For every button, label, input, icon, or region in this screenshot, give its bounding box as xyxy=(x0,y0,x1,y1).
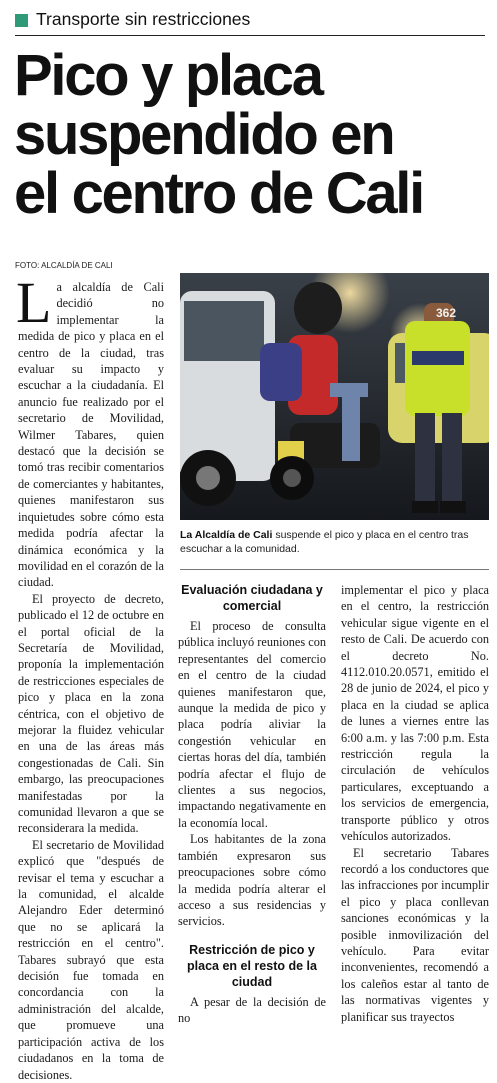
caption-rule xyxy=(180,569,489,570)
paragraph: El proyecto de decreto, publicado el 12 de octubre en el portal oficial de la Secretaría de Movilidad, proponía la implementación de restricciones especiales de pico y placa en la zona céntrica, con el objetivo de mejorar la fluidez vehicular en una de las áreas más congestionadas de Cali. Sin embargo, las preocupaciones manifestadas por la comunidad llevaron a que se reconsiderara la medida. xyxy=(18,591,164,836)
paragraph: implementar el pico y placa en el centro, la restricción vehicular sigue vigente en el resto de Cali. De acuerdo con el decreto No. 4112.010.20.0571, emitido el 28 de junio de 2024, el pico y placa en la ciudad se aplica de lunes a viernes entre las 6:00 a.m. y las 7:00 p.m. Esta restricción regula la circulación de vehículos particulares, exceptuando a los servicios de emergencia, transporte público y otros vehículos autorizados. xyxy=(341,583,489,844)
photo-illustration xyxy=(180,273,489,520)
subheading: Evaluación ciudadana y comercial xyxy=(181,583,323,613)
paragraph: Los habitantes de la zona también expresaron sus preocupaciones sobre cómo la medida podría alterar el acceso a sus residencias y servicios. xyxy=(178,832,326,929)
photo-caption xyxy=(180,528,489,556)
dropcap: L xyxy=(16,270,52,335)
caption-bold: La Alcaldía de Cali xyxy=(180,529,273,541)
headline-line-3: el centro de Cali xyxy=(14,161,423,226)
headline-line-2: suspendido en xyxy=(14,102,394,167)
paragraph-text: a alcaldía de Cali decidió no implementar la medida de pico y placa en el centro de la ciudad, tras evaluar su impacto y escuchar a la ciudadanía. El anuncio fue realizado por el secretario de Movilidad, Wilmer Tabares, quien destacó que la decisión se tomó tras recibir comentarios de comerciantes y habitantes, quienes manifestaron sus inquietudes sobre cómo esta medida podría afectar la dinámica económica y la movilidad en el corazón de la ciudad. xyxy=(18,280,164,590)
paragraph: A pesar de la decisión de no xyxy=(178,994,326,1026)
article-column-3 xyxy=(341,582,489,1025)
paragraph xyxy=(16,270,164,591)
article-column-2 xyxy=(178,582,326,1027)
subheading: Restricción de pico y placa en el resto de la ciudad xyxy=(187,942,317,989)
article-photo xyxy=(180,273,489,520)
photo-credit: FOTO: ALCALDÍA DE CALI xyxy=(15,261,113,270)
vest-number: 362 xyxy=(436,306,457,320)
headline xyxy=(14,43,490,226)
section-rule xyxy=(15,35,485,36)
caption-text: suspende el pico y placa en el centro tras escuchar a la comunidad. xyxy=(180,529,469,555)
paragraph: El secretario de Movilidad explicó que "después de revisar el tema y escuchar a la comunidad, el alcalde Alejandro Eder determinó que no se aplicará la restricción en el centro". Tabares subrayó que esta decisión fue tomada en concordancia con la administración del alcalde, que promueve una participación activa de los ciudadanos en la toma de decisiones. xyxy=(18,837,164,1082)
section-title: Transporte sin restricciones xyxy=(36,9,251,29)
headline-line-1: Pico y placa xyxy=(14,43,322,108)
article-column-1 xyxy=(16,270,164,1083)
section-header xyxy=(15,10,485,32)
section-square-icon xyxy=(15,14,28,27)
paragraph: El secretario Tabares recordó a los conductores que las infracciones por incumplir el pico y placa conllevan sanciones económicas y la posible inmovilización del vehículo. Para evitar inconvenientes, recomendó a los caleños estar al tanto de las normativas vigentes y planificar sus trayectos xyxy=(341,845,489,1024)
paragraph: El proceso de consulta pública incluyó reuniones con representantes del comercio en el centro de la ciudad quienes manifestaron que, aunque la medida de pico y placa podría aliviar la congestión vehicular en ciertas horas del día, también podría afectar el flujo de clientes a sus negocios, impactando negativamente en la economía local. xyxy=(178,619,326,830)
